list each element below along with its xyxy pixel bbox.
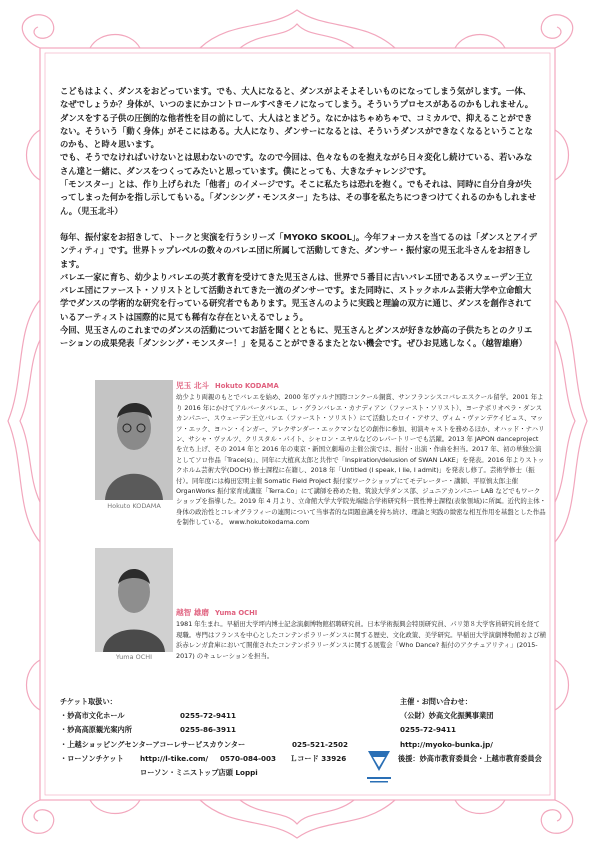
l-code: Ｌコード 33926 — [290, 753, 347, 763]
intro-text — [60, 85, 538, 351]
lawson-ticket-link[interactable]: http://l-tike.com/ — [140, 753, 209, 763]
intro-para: ダンスをする子供の圧倒的な他者性を目の前にして、大人はとまどう。なにかはちゃめちゃで、コミカルで、抑えることができない。そういう「動く身体」がそこにはある。大人になり、ダンサーになるとは、そういうダンスができなくなるということなのかも、と時々思います。 — [60, 112, 533, 150]
myoko-culture-logo-icon — [364, 747, 394, 789]
kodama-name-ja: 児玉 北斗 — [176, 381, 210, 390]
portrait-image — [95, 380, 173, 500]
ticket-item — [60, 752, 360, 766]
contact-info — [400, 695, 550, 766]
ticket-item — [60, 738, 360, 752]
ticket-label: ・上越ショッピングセンターアコーレサービスカウンター — [60, 739, 246, 749]
ticket-item — [60, 723, 360, 737]
contact-url-link[interactable]: http://myoko-bunka.jp/ — [400, 739, 493, 749]
intro-para: 毎年、振付家をお招きして、トークと実演を行うシリーズ「MYOKO SKOOL」。今年フォーカスを当てるのは「ダンスとアイデンティティ」です。世界トップレベルの数々のバレエ団に所属して活動してきた、ダンサー・振付家の児玉北斗さんをお招きします。 — [60, 231, 538, 269]
ticket-extra: ローソン・ミニストップ店頭 Loppi — [140, 768, 258, 778]
ticket-phone: 0255-72-9411 — [180, 711, 236, 721]
kodama-bio-block — [176, 381, 546, 528]
intro-para: でも、そうでなければいけないとは思わないのです。なので今回は、色々なものを抱えながら日々変化し続けている、若いみなさん達と一緒に、ダンスをつくってみたいと思っています。僕にとっても、大きなチャレンジです。 — [60, 152, 533, 176]
contact-support: 後援：妙高市教育委員会・上越市教育委員会 — [398, 753, 542, 763]
ticket-label: ・妙高高原観光案内所 — [60, 725, 132, 735]
ticket-title: チケット取扱い： — [60, 697, 117, 706]
intro-para: 「モンスター」とは、作り上げられた「他者」のイメージです。そこに私たちは恐れを抱く。でもそれは、同時に自分自身が失ってしまった何かを指し示してもいる。「ダンシング・モンスター」たちは、その事を私たちにつきつけてくれるのかもしれません。（児玉北斗） — [60, 179, 537, 216]
contact-title: 主催・お問い合わせ： — [400, 697, 472, 706]
contact-org: （公財）妙高文化振興事業団 — [400, 711, 494, 721]
intro-para: バレエ一家に育ち、幼少よりバレエの英才教育を受けてきた児玉さんは、世界で５番目に古いバレエ団であるスウェーデン王立バレエ団にファースト・ソリストとして活動されてきた一流のダンサーです。また同時に、ストックホルム芸術大学や立命館大学でダンスの学術的な研究を行っている研究者でもあります。児玉さんのように実践と理論の双方に通じ、ダンスを創作されているアーティストは国際的に見ても稀有な存在といえるでしょう。 — [60, 271, 533, 322]
ochi-bio: 1981 年生まれ。早稲田大学坪内博士記念演劇博物館招聘研究員。日本学術振興会特別研究員、パリ第８大学客員研究員を経て現職。専門はフランスを中心としたコンテンポラリーダンスに関する歴史、文化政策、美学研究。早稲田大学演劇博物館および横浜赤レンガ倉庫において開催されたコンテンポラリーダンスに関する展覧会「Who Dance? 振付のアクチュアリティ」(2015-2017) のキュレーションを担当。 — [176, 620, 547, 660]
ochi-name-ja: 越智 雄磨 — [176, 608, 210, 617]
ticket-phone: 025-521-2502 — [292, 739, 348, 749]
ochi-name — [176, 608, 546, 618]
ochi-caption: Yuma OCHI — [115, 653, 153, 661]
intro-para: 今回、児玉さんのこれまでのダンスの活動についてお話を聞くとともに、児玉さんとダンスが好きな妙高の子供たちとのクリエーションの成果発表「ダンシング・モンスター！」を見ることができるまたとない機会です。ぜひお見逃しなく。（越智雄磨） — [60, 325, 533, 349]
contact-phone: 0255-72-9411 — [400, 725, 456, 735]
ochi-photo — [95, 548, 173, 652]
ticket-phone: 0255-86-3911 — [180, 725, 236, 735]
portrait-image — [95, 548, 173, 652]
ochi-bio-block — [176, 608, 546, 661]
kodama-bio: 幼少より両親のもとでバレエを始め、2000 年ヴァルナ国際コンクール銅賞、サンフランシスコバレエスクール留学。2001 年より 2016 年にかけてアルバータバレエ、レ・グランバレエ・カナディアン（ファースト・ソリスト）、ヨーテボリオペラ・ダンスカンパニー、スウェーデン王立バレエ（ファースト・ソリスト）にて活動したロイ・アサフ、ヴィム・ヴァンデケイビュス、マッツ・エック、ヨハン・インガー、アレクサンダー・エックマンなどの創作に参加、初演キャストを務めるほか、オハッド・ナハリン、サシャ・ヴァルツ、クリスタル・パイト、シャロン・エヤルなどのレパートリーでも活躍。2013 年 JAPON danceproject を立ち上げ、その 2014 年と 2016 年の東京・新国立劇場の主催公演では、振付・出演・作曲を担当。2017 年、初の単独公演としてソロ作品「Trace(s)」、同年に大植真太郎と共作で「Inspiration/delusion of SWAN LAKE」を発表。2016 年よりストックホルム芸術大学(DOCH) 修士課程に在籍し、2018 年「Untitled (I speak, I lie, I admit)」を発表し修了。芸術学修士（振付）。同年度には梅田宏明主催 Somatic Field Project 振付家ワークショップにてモデレーター・講師、平原慎太郎主催 OrganWorks 振付家育成講座「Terra.Co」にて講師を務めた他、筑波大学ダンス部、ジュニアカンパニー LAB などでもワークショップを指導した。2019 年 4 月より、立命館大学大学院先端総合学術研究科一貫性博士課程(表象領域)に所属。近代的主体・身体の政治性とコレオグラフィーの連関について当事者的な問題意識を持ち続け、理論と実践の緻密な相互作用を基盤とした作品を制作している。 www.hokutokodama.com — [176, 393, 546, 527]
ticket-item — [60, 709, 360, 723]
ticket-label: ・ローソンチケット — [60, 753, 124, 763]
ticket-info — [60, 695, 360, 780]
kodama-caption: Hokuto KODAMA — [107, 502, 161, 510]
kodama-name-en: Hokuto KODAMA — [215, 382, 279, 390]
ticket-label: ・妙高市文化ホール — [60, 711, 125, 721]
kodama-name — [176, 381, 546, 391]
intro-para: こどもはよく、ダンスをおどっています。でも、大人になると、ダンスがよそよそしいものになってしまう気がします。一体、なぜでしょうか？身体が、いつのまにかコントロールすべきモノになってしまう。そういうプロセスがあるのかもしれません。 — [60, 86, 534, 110]
ochi-name-en: Yuma OCHI — [215, 609, 258, 617]
ticket-phone: 0570-084-003 — [220, 753, 276, 763]
kodama-photo — [95, 380, 173, 500]
